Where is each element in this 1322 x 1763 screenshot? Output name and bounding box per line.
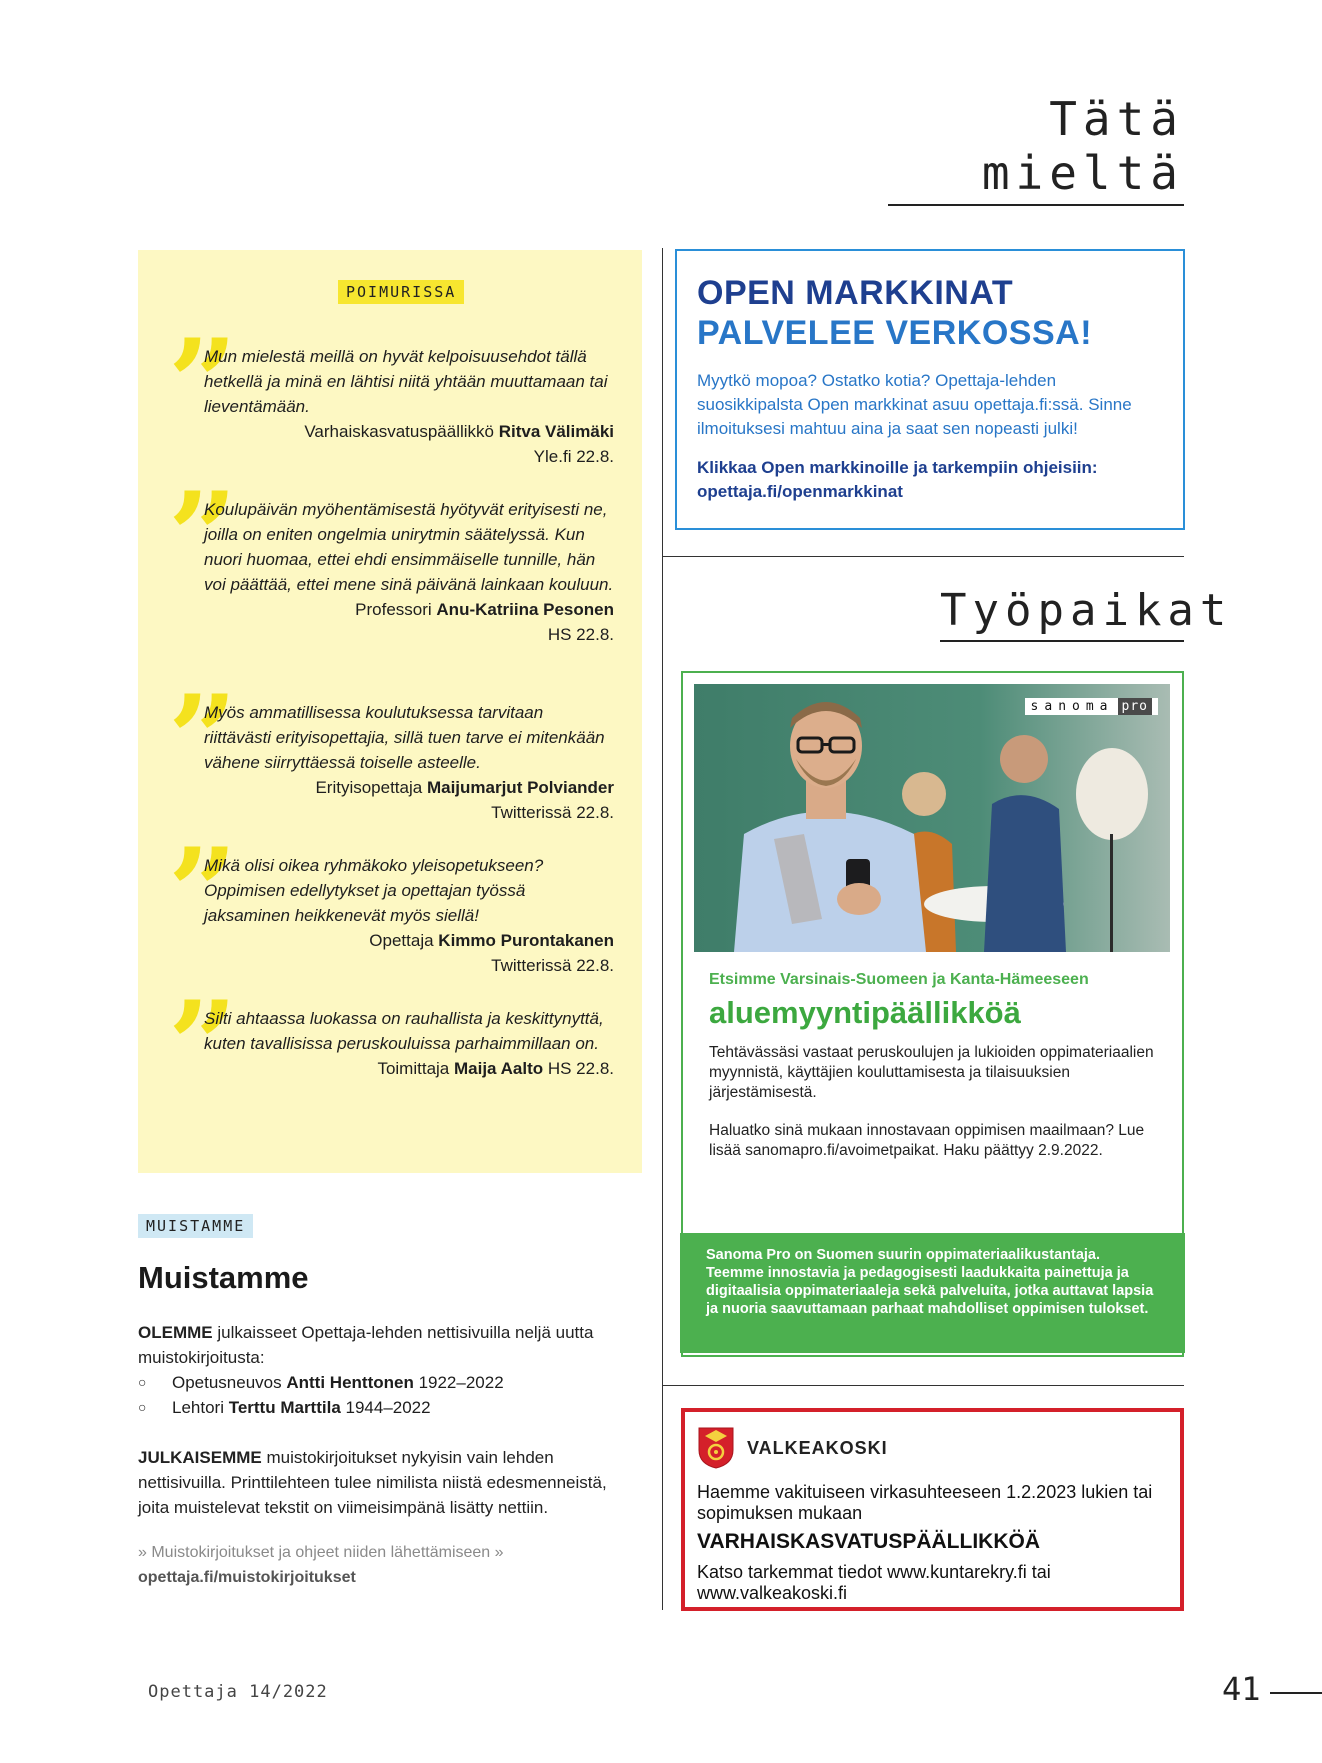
quote-mark-icon: ” [168, 975, 230, 1116]
quote-item [168, 313, 614, 469]
muistokirjoitukset-link[interactable] [138, 1540, 638, 1590]
muistamme-title: Muistamme [138, 1260, 309, 1295]
open-markkinat-link[interactable]: opettaja.fi/openmarkkinat [697, 482, 903, 501]
page-number-rule [1270, 1692, 1322, 1694]
section-title-tyopaikat [940, 585, 1233, 642]
open-markkinat-ad[interactable] [675, 249, 1185, 530]
quote-source: Yle.fi 22.8. [533, 447, 614, 466]
quote-text: Mun mielestä meillä on hyvät kelpoisuusehdot tällä hetkellä ja minä en lähtisi niitä yhtään muuttamaan tai lieventämään. [204, 347, 608, 416]
quote-author: Opettaja Kimmo Purontakanen [369, 931, 614, 950]
quote-text: Koulupäivän myöhentämisestä hyötyvät erityisesti ne, joilla on eniten ongelmia unirytmin säätelyssä. Kun nuori huomaa, ettei ehdi ensimmäiselle tunnille, hän voi päättää, ettei mene sinä päivänä lainkaan kouluun. [204, 500, 614, 594]
valkeakoski-info: Katso tarkemmat tiedot www.kuntarekry.fi tai www.valkeakoski.fi [697, 1562, 1051, 1603]
valkeakoski-position: VARHAISKASVATUSPÄÄLLIKKÖÄ [697, 1530, 1041, 1553]
quote-item [168, 466, 614, 647]
quote-item [168, 975, 614, 1116]
quote-author: Varhaiskasvatuspäällikkö Ritva Välimäki [304, 422, 614, 441]
quote-author: Erityisopettaja Maijumarjut Polviander [315, 778, 614, 797]
quote-text: Silti ahtaassa luokassa on rauhallista ja keskittynyttä, kuten tavallisissa peruskouluissa parhaimmillaan on. [204, 1009, 604, 1053]
section-title-tata-mielta [888, 92, 1184, 206]
quote-item [168, 822, 614, 978]
quote-source: Twitterissä 22.8. [491, 803, 614, 822]
quote-source: HS 22.8. [547, 625, 614, 644]
sanoma-pro-logo: sanoma pro [1025, 698, 1158, 715]
muistamme-tag: MUISTAMME [138, 1214, 253, 1238]
quote-item [168, 669, 614, 825]
muistamme-section [138, 1214, 638, 1590]
poimurissa-tag: POIMURISSA [338, 280, 464, 304]
horizontal-divider [662, 556, 1184, 557]
muistamme-paragraph-2: JULKAISEMME muistokirjoitukset nykyisin vain lehden nettisivuilla. Printtilehteen tulee nimilista niistä edesmenneistä, joita muistelevat tekstit on viimeisimpänä lisätty nettiin. [138, 1448, 607, 1517]
open-markkinat-body: Myytkö mopoa? Ostatko kotia? Opettaja-lehden suosikkipalsta Open markkinat asuu opettaja.fi:ssä. Sinne ilmoituksesi mahtuu aina ja saat sen nopeasti julki! [697, 371, 1132, 438]
quote-author: Toimittaja Maija Aalto HS 22.8. [377, 1059, 614, 1078]
open-markkinat-headline: OPEN MARKKINAT PALVELEE VERKOSSA! [697, 274, 1093, 352]
ad-photo [694, 684, 1170, 952]
ad-paragraph-2: Haluatko sinä mukaan innostavaan oppimisen maailmaan? Lue lisää sanomapro.fi/avoimetpaikat. Haku päättyy 2.9.2022. [709, 1122, 1145, 1159]
valkeakoski-crest-icon [697, 1426, 735, 1470]
publication-info: Opettaja 14/2022 [148, 1682, 328, 1702]
valkeakoski-intro: Haemme vakituiseen virkasuhteeseen 1.2.2023 lukien tai sopimuksen mukaan [697, 1482, 1153, 1523]
poimurissa-box [138, 250, 642, 1173]
quote-source: Twitterissä 22.8. [491, 956, 614, 975]
title-underline [940, 640, 1184, 642]
ad-kicker: Etsimme Varsinais-Suomeen ja Kanta-Hämeeseen [709, 971, 1089, 988]
ad-position: aluemyyntipäällikköä [709, 995, 1021, 1030]
quote-text: Mikä olisi oikea ryhmäkoko yleisopetukseen? Oppimisen edellytykset ja opettajan työssä jaksaminen heikkenevät myös siellä! [204, 856, 544, 925]
quote-mark-icon: ” [168, 466, 230, 607]
list-item: ○ Opetusneuvos Antti Henttonen 1922–2022 [138, 1370, 638, 1395]
horizontal-divider [662, 1385, 1184, 1386]
memorial-list [138, 1370, 638, 1420]
quote-author: Professori Anu-Katriina Pesonen [355, 600, 614, 619]
section-title-text: Työpaikat [940, 585, 1233, 636]
column-divider [662, 248, 663, 1610]
page-number: 41 [1222, 1670, 1261, 1708]
muistamme-paragraph-1: OLEMME julkaisseet Opettaja-lehden nettisivuilla neljä uutta muistokirjoitusta: [138, 1323, 594, 1367]
list-item: ○ Lehtori Terttu Marttila 1944–2022 [138, 1395, 638, 1420]
quote-mark-icon: ” [168, 669, 230, 810]
valkeakoski-header [697, 1426, 1168, 1470]
quote-mark-icon: ” [168, 822, 230, 963]
quote-text: Myös ammatillisessa koulutuksessa tarvitaan riittävästi erityisopettajia, sillä tuen tarve ei mitenkään vähene siirryttäessä toiselle asteelle. [204, 703, 605, 772]
valkeakoski-name: VALKEAKOSKI [747, 1437, 888, 1458]
link-url[interactable]: opettaja.fi/muistokirjoitukset [138, 1569, 356, 1586]
office-people-image [694, 684, 1170, 952]
title-underline [888, 204, 1184, 206]
sanoma-ad-text [709, 971, 1159, 1161]
link-label: » Muistokirjoitukset ja ohjeet niiden lähettämiseen » [138, 1544, 504, 1561]
ad-paragraph-1: Tehtävässäsi vastaat peruskoulujen ja lukioiden oppimateriaalien myynnistä, käyttäjien kouluttamisesta ja tilaisuuksien järjestämisestä. [709, 1044, 1154, 1101]
sanoma-ad-footer: Sanoma Pro on Suomen suurin oppimateriaalikustantaja. Teemme innostavia ja pedagogisesti laadukkaita painettuja ja digitaalisia oppimateriaaleja sekä palveluita, jotka auttavat lapsia ja nuoria saavuttamaan parhaat mahdolliset oppimisen tulokset. [680, 1233, 1185, 1353]
section-title-text: Tätä mieltä [981, 92, 1184, 200]
quote-mark-icon: ” [168, 313, 230, 454]
open-markkinat-cta: Klikkaa Open markkinoille ja tarkempiin ohjeisiin: opettaja.fi/openmarkkinat [697, 456, 1163, 504]
valkeakoski-job-ad[interactable] [681, 1408, 1184, 1611]
